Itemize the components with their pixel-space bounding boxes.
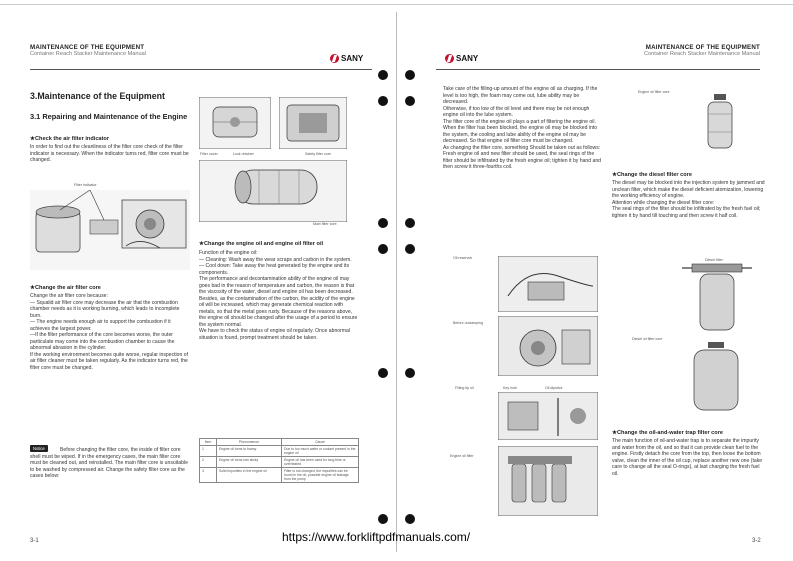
troubleshoot-table bbox=[199, 438, 359, 483]
left-header-rule bbox=[30, 69, 372, 70]
left-header bbox=[30, 44, 146, 57]
change-air-title: ★Change the air filter core bbox=[30, 285, 101, 291]
fig-engine-core-label: Engine oil filter core bbox=[638, 90, 670, 94]
right-logo-text: SANY bbox=[456, 54, 479, 63]
table-cell: Engine oil turns to foamy bbox=[217, 446, 282, 457]
air-filter-figure bbox=[30, 190, 190, 270]
change-oil-title: ★Change the engine oil and engine oil filter oil bbox=[199, 241, 324, 247]
before-unclamping-figure bbox=[498, 316, 598, 376]
diesel-core-label: Diesel oil filter core bbox=[632, 337, 663, 341]
fig-before-unclamping-label: Before unclamping bbox=[453, 321, 483, 325]
change-oil-p1: Function of the engine oil: bbox=[199, 250, 258, 256]
right-header-sub: Container Reach Stacker Maintenance Manual bbox=[644, 51, 760, 57]
fig-key-hole-label: Key hole bbox=[503, 386, 517, 390]
subsection-title: 3.1 Repairing and Maintenance of the Engine bbox=[30, 112, 188, 121]
oil-fill-p5: Fresh engine oil and new filter should be used, the seal rings of the filter should be infiltrated by the fresh engine oil; tighten it by hand and then screw it three-fourths coil. bbox=[443, 151, 602, 170]
oil-fill-body bbox=[443, 86, 603, 171]
trap-title: ★Change the oil-and-water trap filter core bbox=[612, 430, 724, 436]
change-air-p4: —If the filter performance of the core becomes worse, the outer particulate may come into the combustion chamber to cause the abnormal abrasion in the cylinder. bbox=[30, 332, 175, 351]
cap-filter-cover: Filter cover bbox=[200, 152, 218, 156]
binder-hole bbox=[378, 96, 388, 106]
change-air-p2: — Squalid air filter core may decrease the air that the combustion chamber needs as it is working burning, which leads to incomplete burn. bbox=[30, 299, 180, 319]
table-cell: 3 bbox=[200, 468, 217, 483]
oil-reservoir-figure bbox=[498, 256, 598, 312]
binder-hole bbox=[405, 70, 415, 80]
binder-hole bbox=[405, 368, 415, 378]
table-cell: Due to too much water or coolant present in the engine oil bbox=[282, 446, 359, 457]
diesel-core-figure bbox=[686, 340, 746, 416]
trap-body: The main function of oil-and-water trap is to separate the impurity and water from the oil, and so that it can provide clean fuel to the engine. Firstly detach the core from the top, then loose the bottom valve, clean the inner of the oil cup, replace another new one (take care to change all the seal O-rings), at last charging the fresh fuel oil. bbox=[612, 438, 763, 477]
notice-body: Before changing the filter core, the inside of filter core shell must be wiped. If in the emergency cases, the main filter core must be cleaned out, and reinstalled. The main filter core is unsuitable to be washed by compressed air. Change the safety filter core as the cases below: bbox=[30, 447, 188, 479]
sany-logo-icon bbox=[330, 54, 339, 63]
diesel-filter-figure bbox=[682, 262, 752, 334]
table-row bbox=[200, 446, 359, 457]
binder-hole bbox=[405, 514, 415, 524]
check-air-title: ★Check the air filter indicator bbox=[30, 136, 109, 142]
filter-cover-figure bbox=[199, 97, 271, 149]
change-oil-p5: We have to check the status of engine oil regularly. Once abnormal situation is found, prompt treatment should be taken. bbox=[199, 328, 351, 341]
cap-safety-core: Safety filter core bbox=[305, 152, 331, 156]
binder-hole bbox=[378, 70, 388, 80]
table-row bbox=[200, 468, 359, 483]
binder-hole bbox=[378, 368, 388, 378]
oil-fill-p2: Otherwise, if too low of the oil level and there may be not enough engine oil into the lube system. bbox=[443, 105, 590, 118]
change-air-p1: Change the air filter core because: bbox=[30, 293, 108, 299]
engine-core-figure bbox=[700, 92, 740, 154]
oil-fill-p4: As changing the filter core, something Should be taken out as follows: bbox=[443, 144, 601, 151]
change-air-p3: — The engine needs enough air to support the combustion if it achieves the largest power. bbox=[30, 319, 171, 332]
cap-main-core: Main filter core bbox=[313, 222, 337, 226]
oil-fill-p3: The filter core of the engine oil plays a part of filtering the engine oil. When the filter has been blocked, the engine oil may be blocked into the system, the cooling and lube ability of the engine oil may be decreased. So that engine oil filter core must be changed. bbox=[443, 118, 598, 144]
change-oil-p2: — Cleaning: Wash away the wear scraps and carbon in the system. bbox=[199, 256, 352, 263]
table-cell: Filter is not changed, the impurities can be found in the oil; possible engine oil leakage from the pump bbox=[282, 468, 359, 483]
right-page-number: 3-2 bbox=[752, 538, 761, 544]
change-air-body bbox=[30, 293, 190, 371]
table-cell: 2 bbox=[200, 457, 217, 468]
notice-label: Notice bbox=[30, 445, 48, 452]
sany-logo-icon bbox=[445, 54, 454, 63]
change-oil-p4: The performance and decontamination ability of the engine oil may goes bad in the reason of temperature and carbon, the reason is that the viscosity of the water, diesel and engine oil has been decreased. Besides, as the contamination of the carbon, the acidity of the engine oil will be increased, which may generate chemical reaction with metals, so that the metal goes rusty. Because of the reasons above, the engine oil should be changed after the usage of a period to ensure the system normal. bbox=[199, 276, 358, 328]
section-title: 3.Maintenance of the Equipment bbox=[30, 91, 165, 101]
filling-tip-figure bbox=[498, 392, 598, 440]
change-oil-body bbox=[199, 250, 359, 341]
binder-hole bbox=[378, 514, 388, 524]
right-header-title: MAINTENANCE OF THE EQUIPMENT bbox=[645, 44, 760, 51]
diesel-filter-label: Diesel filter bbox=[705, 258, 723, 262]
safety-core-figure bbox=[279, 97, 347, 149]
table-header: Cause bbox=[282, 439, 359, 446]
left-logo-text: SANY bbox=[341, 54, 364, 63]
table-cell: Solid impurities in the engine oil bbox=[217, 468, 282, 483]
fig-engine-oil-filter-label: Engine oil filter bbox=[450, 454, 474, 458]
fig1-label: Filter indicator bbox=[74, 183, 97, 187]
source-url[interactable]: https://www.forkliftpdfmanuals.com/ bbox=[282, 530, 471, 544]
change-oil-p3: — Cool down: Take away the heat generated by the engine and its components. bbox=[199, 263, 349, 276]
binder-hole bbox=[378, 218, 388, 228]
change-air-p5: If the working environment becomes quite worse, regular inspection of air filter cleaner must be taken regularly. As the indicator turns red, the filter core must be changed. bbox=[30, 351, 188, 371]
table-cell: Engine oil turns into sticky bbox=[217, 457, 282, 468]
table-cell: 1 bbox=[200, 446, 217, 457]
table-header-row bbox=[200, 439, 359, 446]
right-header-rule bbox=[436, 69, 760, 70]
main-core-figure bbox=[199, 160, 347, 222]
page-divider bbox=[396, 12, 397, 552]
table-cell: Engine oil has been used for long time or overheated bbox=[282, 457, 359, 468]
binder-hole bbox=[405, 96, 415, 106]
table-header: Item bbox=[200, 439, 217, 446]
check-air-body: In order to find out the cleanliness of the filter core check of the filter indicator is necessary. When the indicator turns red, filter core must be changed. bbox=[30, 144, 189, 163]
engine-oil-filter-figure bbox=[498, 446, 598, 516]
fig-oil-reservoir-label: Oil reservoir bbox=[453, 256, 473, 260]
binder-hole bbox=[378, 244, 388, 254]
binder-hole bbox=[405, 244, 415, 254]
diesel-title: ★Change the diesel filter core bbox=[612, 172, 692, 178]
fig-filling-tip-label: Filling tip oil bbox=[455, 386, 474, 390]
top-edge bbox=[0, 4, 793, 5]
left-header-title: MAINTENANCE OF THE EQUIPMENT bbox=[30, 44, 145, 51]
diesel-body: The diesel may be blocked into the injection system by jammed and unclean filter, which make the diesel deficient atomization, lowering the working efficiency of engine. Attention while changing the diesel filter core: The seal rings of the filter should be infiltrated by the fresh fuel oil; tighten it by hand till touching and then screw it half coil. bbox=[612, 180, 765, 219]
oil-fill-p1: Take care of the filling-up amount of the engine oil as charging. If the level is too high, the foam may come out, lube ability may be decreased. bbox=[443, 86, 598, 105]
cap-lock-retainer: Lock retainer bbox=[233, 152, 254, 156]
left-header-sub: Container Reach Stacker Maintenance Manual bbox=[30, 51, 146, 57]
table-row bbox=[200, 457, 359, 468]
right-logo bbox=[445, 54, 478, 63]
left-page-number: 3-1 bbox=[30, 538, 39, 544]
left-logo bbox=[330, 54, 363, 63]
right-header bbox=[578, 44, 760, 57]
table-header: Phenomenon bbox=[217, 439, 282, 446]
binder-hole bbox=[405, 218, 415, 228]
fig-oil-dipstick-label: Oil dipstick bbox=[545, 386, 563, 390]
